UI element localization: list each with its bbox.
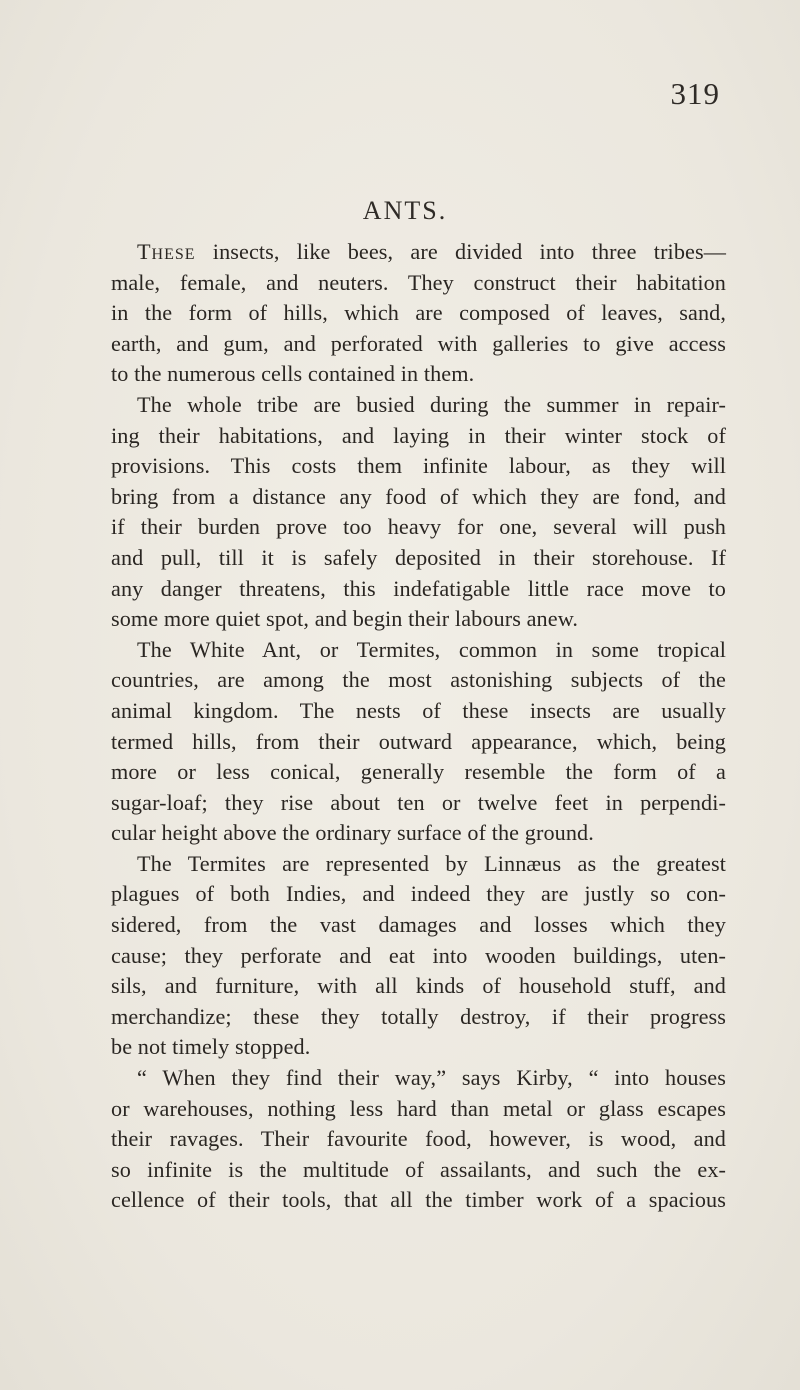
line-text: their ravages. Their favourite food, however, is wood, and bbox=[111, 1126, 726, 1152]
text-line bbox=[111, 727, 726, 758]
line-text: more or less conical, generally resemble the form of a bbox=[111, 759, 726, 785]
line-text: animal kingdom. The nests of these insects are usually bbox=[111, 697, 726, 723]
text-line bbox=[111, 879, 726, 910]
text-line bbox=[111, 390, 726, 421]
line-text: The whole tribe are busied during the summer in repair- bbox=[137, 391, 726, 417]
line-text: cular height above the ordinary surface of the ground. bbox=[111, 820, 594, 846]
text-line bbox=[111, 910, 726, 941]
line-text: provisions. This costs them infinite labour, as they will bbox=[111, 453, 726, 479]
text-line bbox=[111, 1063, 726, 1094]
line-text: merchandize; these they totally destroy, if their progress bbox=[111, 1003, 726, 1029]
text-line bbox=[111, 482, 726, 513]
text-line bbox=[111, 1032, 726, 1063]
text-line bbox=[111, 298, 726, 329]
line-text: male, female, and neuters. They construct their habitation bbox=[111, 269, 726, 295]
line-text: sugar-loaf; they rise about ten or twelve feet in perpendi- bbox=[111, 789, 726, 815]
line-text: earth, and gum, and perforated with galleries to give access bbox=[111, 330, 726, 356]
line-text: countries, are among the most astonishing subjects of the bbox=[111, 667, 726, 693]
text-line bbox=[111, 788, 726, 819]
line-text: plagues of both Indies, and indeed they are justly so con- bbox=[111, 881, 726, 907]
text-line bbox=[111, 512, 726, 543]
line-text: ing their habitations, and laying in their winter stock of bbox=[111, 422, 726, 448]
text-line bbox=[111, 941, 726, 972]
line-text: or warehouses, nothing less hard than metal or glass escapes bbox=[111, 1095, 726, 1121]
text-line bbox=[111, 665, 726, 696]
text-line bbox=[111, 757, 726, 788]
text-line bbox=[111, 1155, 726, 1186]
text-line bbox=[111, 543, 726, 574]
line-text: termed hills, from their outward appearance, which, being bbox=[111, 728, 726, 754]
page-number: 319 bbox=[670, 76, 720, 111]
line-text: cause; they perforate and eat into wooden buildings, uten- bbox=[111, 942, 726, 968]
text-line bbox=[111, 451, 726, 482]
text-line bbox=[111, 268, 726, 299]
line-text: The Termites are represented by Linnæus as the greatest bbox=[137, 850, 726, 876]
line-text: sidered, from the vast damages and losses which they bbox=[111, 912, 726, 938]
drop-lead-word: These bbox=[137, 239, 196, 264]
text-line bbox=[111, 237, 726, 268]
line-text: insects, like bees, are divided into three tribes— bbox=[195, 239, 726, 264]
text-line bbox=[111, 421, 726, 452]
chapter-title: ANTS. bbox=[362, 196, 448, 225]
text-line bbox=[111, 1185, 726, 1216]
line-text: if their burden prove too heavy for one, several will push bbox=[111, 514, 726, 540]
text-line bbox=[111, 696, 726, 727]
line-text: “ When they find their way,” says Kirby, “ into houses bbox=[137, 1065, 726, 1091]
line-text: to the numerous cells contained in them. bbox=[111, 361, 475, 387]
text-line bbox=[111, 1094, 726, 1125]
text-line bbox=[111, 1124, 726, 1155]
text-line bbox=[111, 849, 726, 880]
line-text: sils, and furniture, with all kinds of household stuff, and bbox=[111, 973, 726, 999]
text-line bbox=[111, 818, 726, 849]
line-text: cellence of their tools, that all the timber work of a spacious bbox=[111, 1187, 726, 1213]
line-text: be not timely stopped. bbox=[111, 1034, 311, 1060]
line-text: in the form of hills, which are composed of leaves, sand, bbox=[111, 300, 726, 326]
text-line bbox=[111, 1002, 726, 1033]
text-line bbox=[111, 604, 726, 635]
line-text: The White Ant, or Termites, common in some tropical bbox=[137, 636, 726, 662]
line-text: so infinite is the multitude of assailants, and such the ex- bbox=[111, 1156, 726, 1182]
body-text bbox=[111, 237, 726, 1216]
text-line bbox=[111, 971, 726, 1002]
text-line bbox=[111, 635, 726, 666]
line-text: some more quiet spot, and begin their labours anew. bbox=[111, 606, 579, 632]
text-line bbox=[111, 574, 726, 605]
text-line bbox=[111, 329, 726, 360]
text-line bbox=[111, 359, 726, 390]
line-text: bring from a distance any food of which they are fond, and bbox=[111, 483, 726, 509]
line-text: any danger threatens, this indefatigable little race move to bbox=[111, 575, 726, 601]
line-text: and pull, till it is safely deposited in their storehouse. If bbox=[111, 544, 726, 570]
